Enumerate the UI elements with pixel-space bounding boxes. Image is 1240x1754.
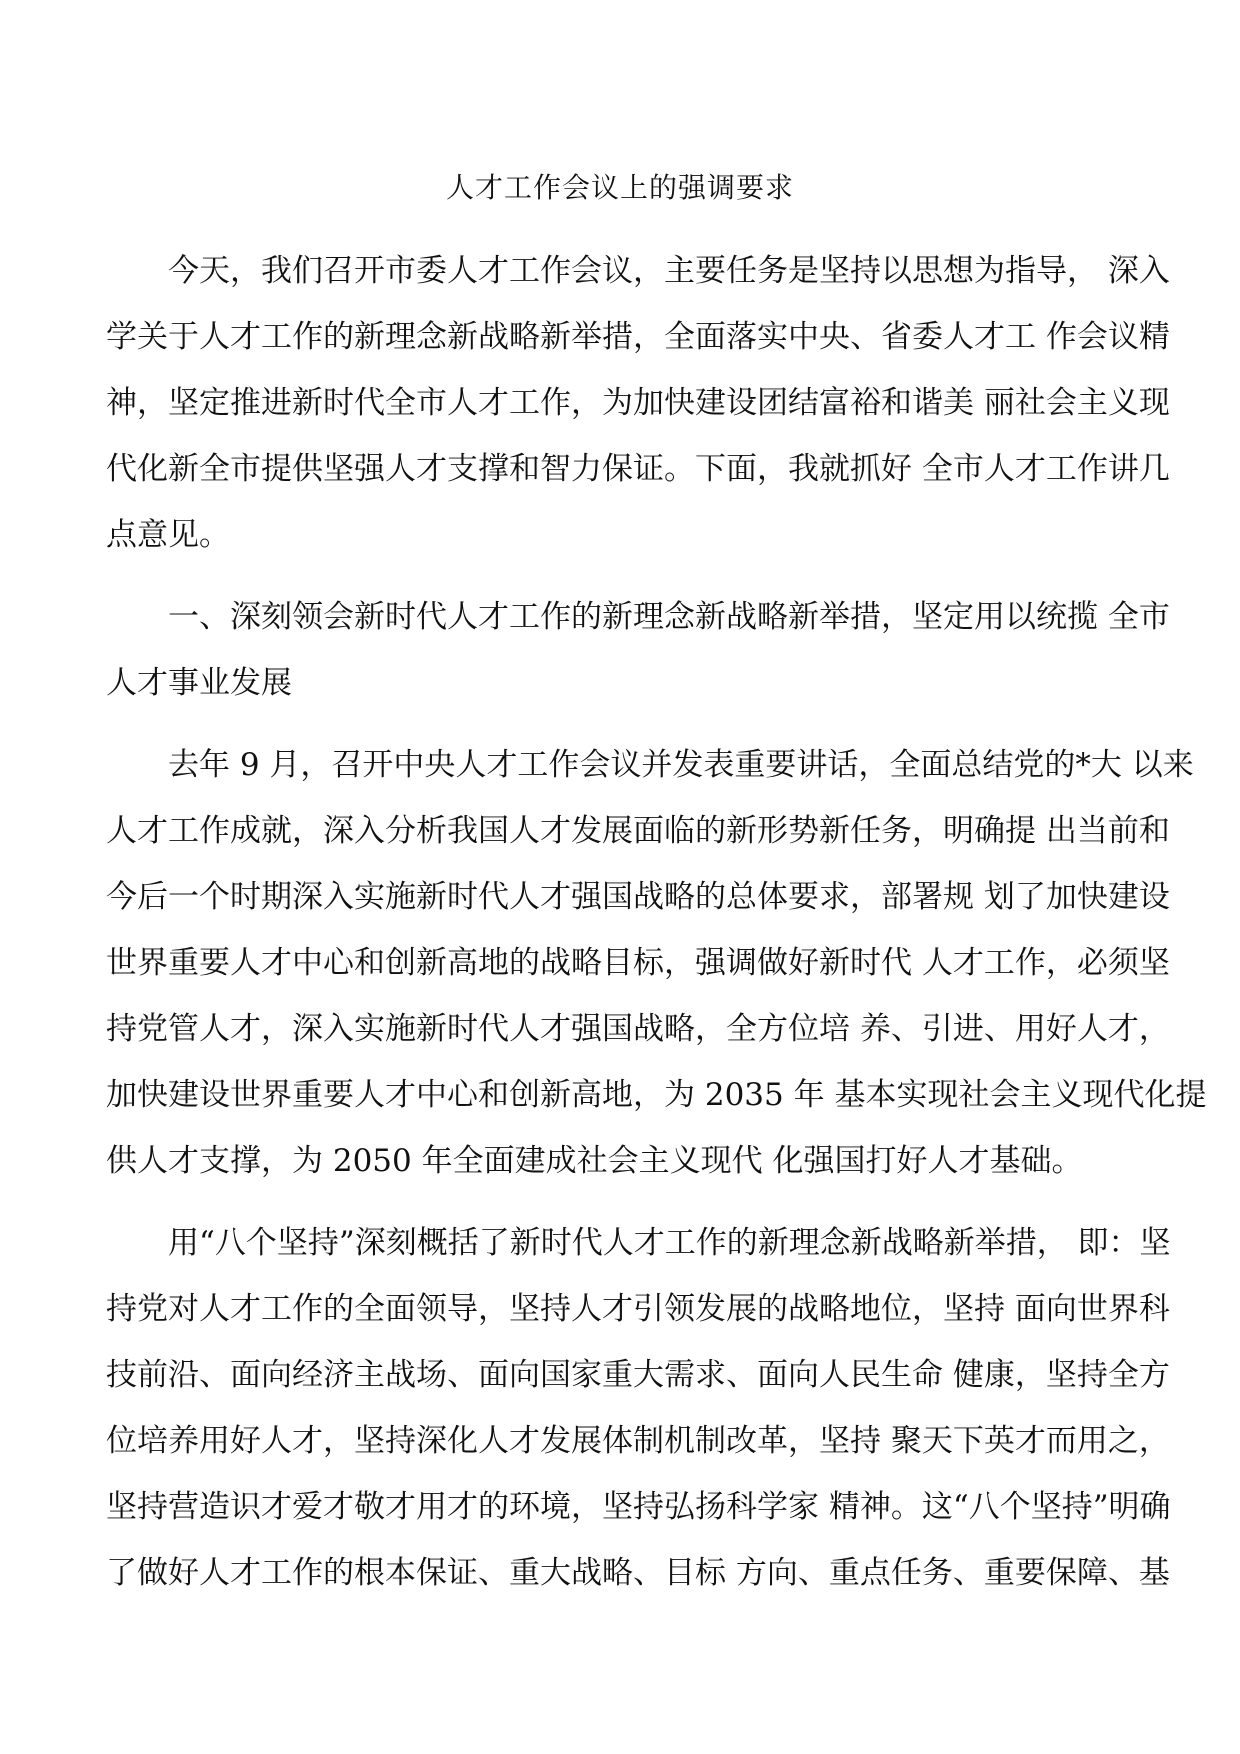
paragraph-line: 去年 9 月，召开中央人才工作会议并发表重要讲话，全面总结党的*大 以来 (168, 747, 1194, 783)
paragraph-line: 供人才支撑，为 2050 年全面建成社会主义现代 化强国打好人才基础。 (106, 1143, 1083, 1179)
paragraph-line: 人才事业发展 (106, 665, 292, 701)
paragraph-line: 持党对人才工作的全面领导，坚持人才引领发展的战略地位，坚持 面向世界科 (106, 1291, 1170, 1327)
section-heading-1 (106, 584, 1170, 716)
document-body (106, 238, 1207, 1606)
paragraph-line: 今天，我们召开市委人才工作会议，主要任务是坚持以思想为指导， 深入 (168, 253, 1170, 289)
paragraph-line: 持党管人才，深入实施新时代人才强国战略，全方位培 养、引进、用好人才， (106, 1011, 1170, 1047)
paragraph-2 (106, 732, 1207, 1194)
paragraph-line: 世界重要人才中心和创新高地的战略目标，强调做好新时代 人才工作，必须坚 (106, 945, 1170, 981)
paragraph-line: 位培养用好人才，坚持深化人才发展体制机制改革，坚持 聚天下英才而用之， (106, 1423, 1170, 1459)
paragraph-1 (106, 238, 1170, 568)
paragraph-line: 今后一个时期深入实施新时代人才强国战略的总体要求，部署规 划了加快建设 (106, 879, 1170, 915)
paragraph-line: 加快建设世界重要人才中心和创新高地，为 2035 年 基本实现社会主义现代化提 (106, 1077, 1207, 1113)
paragraph-line: 人才工作成就，深入分析我国人才发展面临的新形势新任务，明确提 出当前和 (106, 813, 1170, 849)
paragraph-line: 一、深刻领会新时代人才工作的新理念新战略新举措，坚定用以统揽 全市 (168, 599, 1170, 635)
document-title: 人才工作会议上的强调要求 (445, 171, 794, 204)
paragraph-line: 代化新全市提供坚强人才支撑和智力保证。下面，我就抓好 全市人才工作讲几 (106, 451, 1170, 487)
paragraph-line: 学关于人才工作的新理念新战略新举措，全面落实中央、省委人才工 作会议精 (106, 319, 1170, 355)
paragraph-line: 用“八个坚持”深刻概括了新时代人才工作的新理念新战略新举措， 即：坚 (168, 1225, 1171, 1261)
paragraph-3 (106, 1210, 1171, 1606)
paragraph-line: 神，坚定推进新时代全市人才工作，为加快建设团结富裕和谐美 丽社会主义现 (106, 385, 1170, 421)
paragraph-line: 坚持营造识才爱才敬才用才的环境，坚持弘扬科学家 精神。这“八个坚持”明确 (106, 1489, 1171, 1525)
paragraph-line: 点意见。 (106, 517, 230, 553)
paragraph-line: 技前沿、面向经济主战场、面向国家重大需求、面向人民生命 健康，坚持全方 (106, 1357, 1170, 1393)
paragraph-line: 了做好人才工作的根本保证、重大战略、目标 方向、重点任务、重要保障、基 (106, 1555, 1170, 1591)
